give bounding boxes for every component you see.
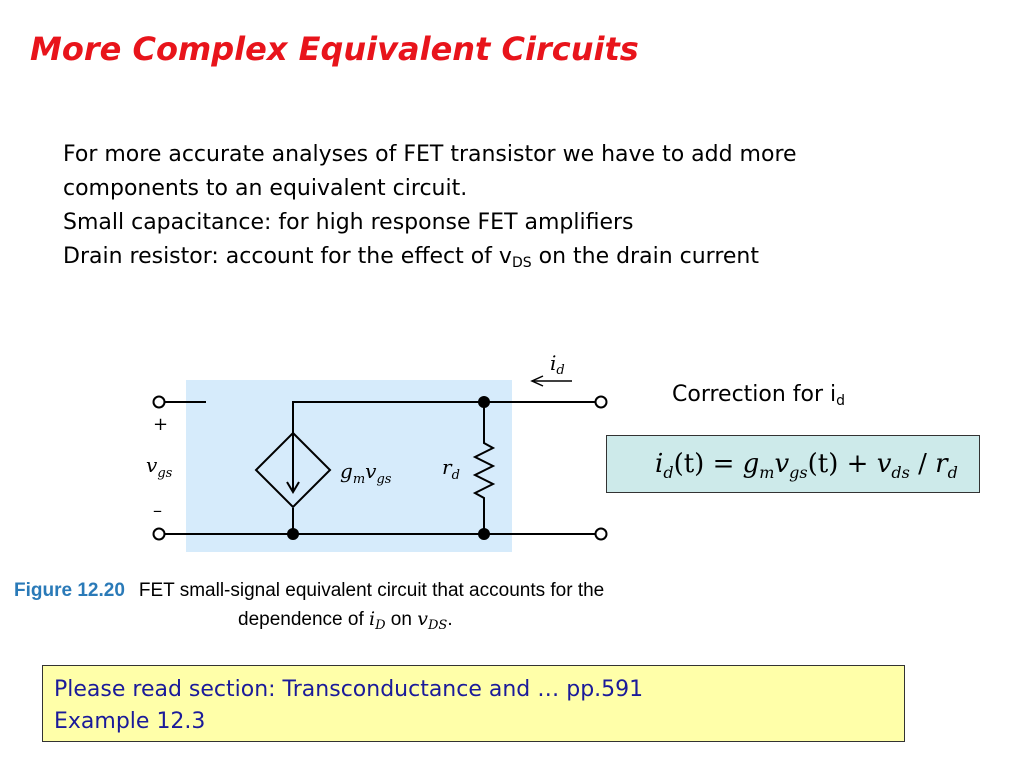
terminal-drain <box>596 397 607 408</box>
intro-line-4-sub: DS <box>511 255 532 271</box>
correction-sub: d <box>836 393 846 409</box>
terminal-source-right <box>596 529 607 540</box>
eq-v-sub: gs <box>789 463 808 482</box>
gm-vgs-label: $g_mv_{gs}$ <box>340 459 392 487</box>
figure-caption-line-2 <box>14 605 604 640</box>
equation-box <box>606 435 980 493</box>
eq-i-sub: d <box>663 463 674 482</box>
caption-v-sub: DS <box>427 618 448 633</box>
figure-caption-line-1: FET small-signal equivalent circuit that accounts for the <box>138 580 605 601</box>
rd-label: $r_d$ <box>442 455 460 483</box>
caption-v: v <box>417 608 428 630</box>
figure-caption <box>14 576 604 640</box>
reading-note <box>42 665 905 742</box>
intro-line-1: For more accurate analyses of FET transistor we have to add more <box>63 142 797 167</box>
current-label: $i_d$ <box>550 351 565 378</box>
intro-line-2: components to an equivalent circuit. <box>63 176 468 201</box>
note-line-1: Please read section: Transconductance and … pp.591 <box>54 677 644 702</box>
eq-v2-sub: ds <box>891 463 910 482</box>
eq-i: i <box>655 449 664 479</box>
intro-line-3: Small capacitance: for high response FET amplifiers <box>63 210 634 235</box>
fet-equivalent-circuit <box>140 340 620 565</box>
vgs-label: $v_{gs}$ <box>146 453 173 481</box>
junction-source-1 <box>287 528 299 540</box>
terminal-gate <box>154 397 165 408</box>
caption-i-sub: D <box>375 618 386 633</box>
eq-t1: (t) = <box>673 449 743 479</box>
eq-r: r <box>935 449 948 479</box>
eq-v: v <box>774 449 790 479</box>
intro-line-4-prefix: Drain resistor: account for the effect of v <box>63 244 512 269</box>
intro-line-4-suffix: on the drain current <box>531 244 759 269</box>
eq-g-sub: m <box>759 463 775 482</box>
terminal-source-left <box>154 529 165 540</box>
eq-r-sub: d <box>947 463 958 482</box>
eq-g: g <box>742 449 760 479</box>
caption-prefix: dependence of <box>238 609 370 630</box>
eq-v2: v <box>876 449 892 479</box>
intro-text <box>63 138 993 280</box>
minus-sign: – <box>153 500 162 521</box>
intro-line-4 <box>63 240 993 280</box>
eq-slash: / <box>909 449 936 479</box>
caption-i: i <box>369 608 376 630</box>
figure-label: Figure 12.20 <box>14 580 125 601</box>
plus-sign: + <box>153 414 169 435</box>
correction-label <box>672 382 845 409</box>
correction-text: Correction for i <box>672 382 837 407</box>
note-line-2: Example 12.3 <box>54 709 206 734</box>
caption-end: . <box>447 609 453 630</box>
eq-t2: (t) + <box>807 449 877 479</box>
caption-mid: on <box>385 609 418 630</box>
slide-title: More Complex Equivalent Circuits <box>30 30 639 68</box>
